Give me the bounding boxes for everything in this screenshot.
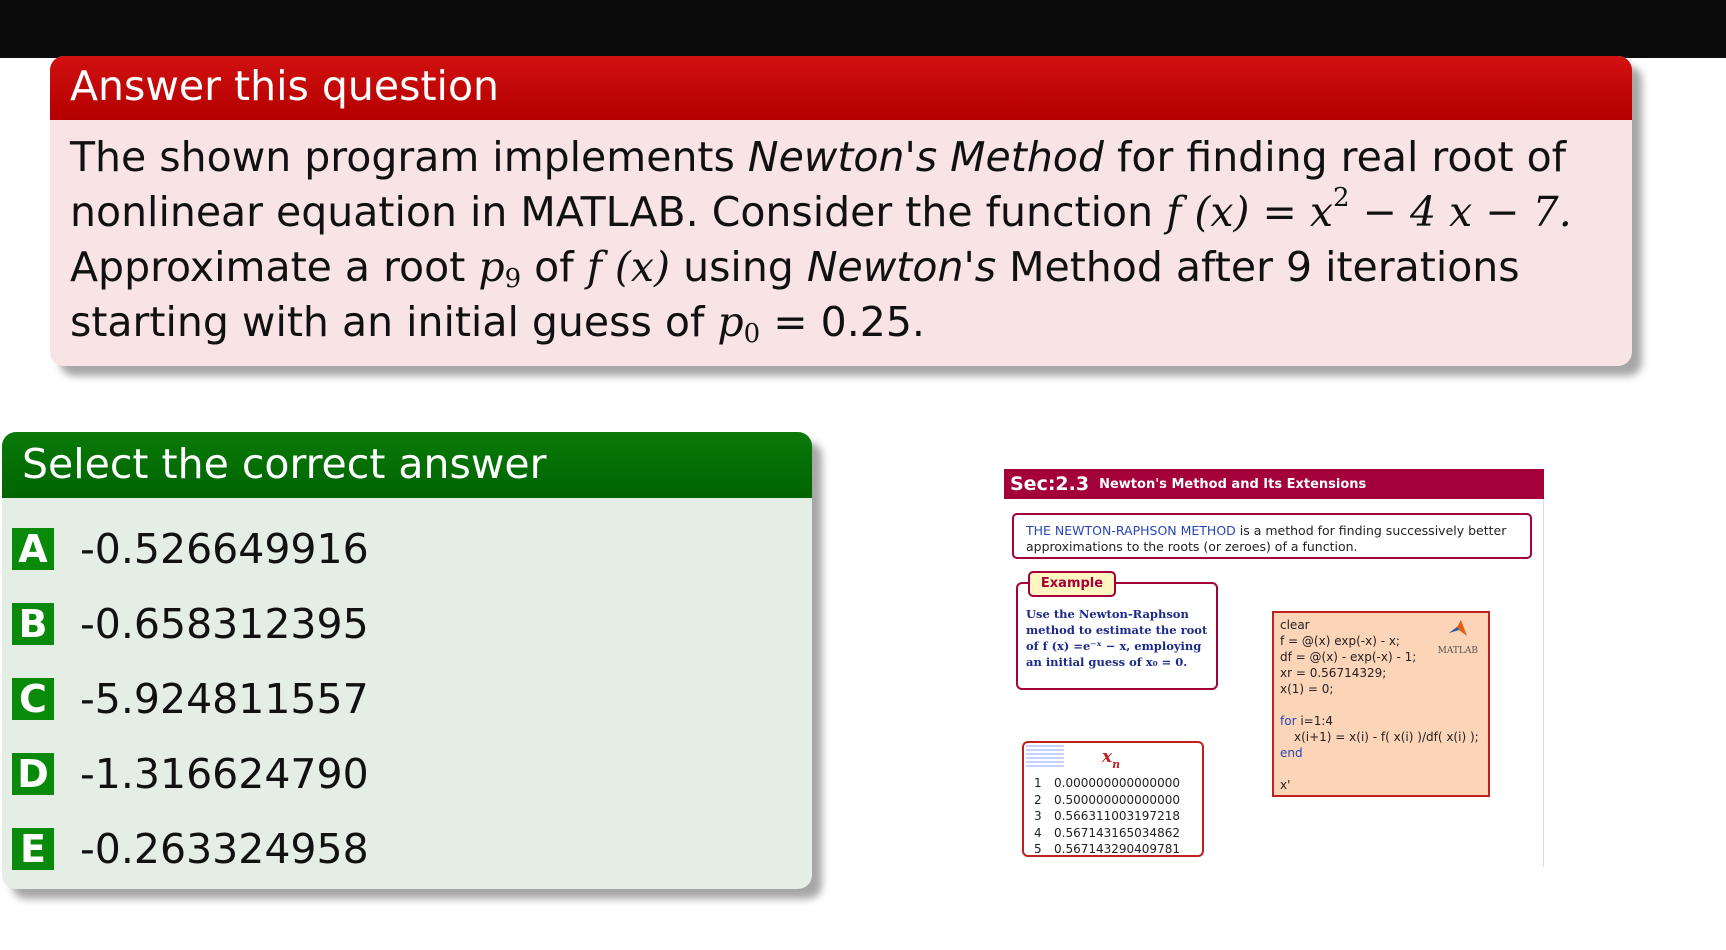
function-expr: f (x) = x (1166, 188, 1334, 236)
row-value: 0.567143290409781 (1054, 842, 1180, 856)
code-line: clear (1280, 618, 1310, 632)
question-block (50, 56, 1632, 366)
option-value: -0.526649916 (80, 525, 369, 573)
row-value: 0.500000000000000 (1054, 792, 1180, 807)
code-line: x(i+1) = x(i) - f( x(i) )/df( x(i) ); (1294, 730, 1479, 744)
matlab-logo-icon (1447, 619, 1469, 637)
question-line-3 (70, 240, 1612, 295)
text: of (521, 243, 587, 291)
option-a[interactable] (12, 524, 369, 574)
code-line: f = @(x) exp(-x) - x; (1280, 634, 1400, 648)
text: The shown program implements (70, 133, 748, 181)
matlab-label: MATLAB (1437, 646, 1478, 656)
definition-box (1012, 513, 1532, 559)
header-x: x (1102, 747, 1113, 767)
row-index: 2 (1034, 792, 1042, 807)
method-name: Newton's (806, 243, 997, 291)
table-row (1034, 792, 1180, 809)
p-symbol: p (478, 243, 505, 291)
p-symbol: p (717, 298, 744, 346)
code-line: end (1280, 746, 1303, 760)
method-name: Newton's Method (747, 133, 1104, 181)
text: using (670, 243, 807, 291)
option-letter: A (12, 528, 54, 570)
code-line: x' (1280, 778, 1291, 792)
question-title: Answer this question (50, 56, 1632, 120)
matlab-logo (1438, 619, 1478, 659)
option-d[interactable] (12, 749, 369, 799)
table-row (1034, 808, 1180, 825)
section-number: Sec:2.3 (1010, 473, 1090, 495)
table-header (1102, 747, 1121, 771)
section-title: Newton's Method and Its Extensions (1099, 476, 1367, 492)
divider (1543, 499, 1544, 867)
row-value: 0.567143165034862 (1054, 825, 1180, 840)
text: starting with an initial guess of (70, 298, 718, 346)
option-letter: E (12, 828, 54, 870)
text: = 0.25. (760, 298, 925, 346)
text: Method after 9 iterations (996, 243, 1520, 291)
slide-header (1004, 469, 1544, 499)
option-e[interactable] (12, 824, 369, 874)
row-value: 0.566311003197218 (1054, 809, 1180, 823)
row-value: 0.000000000000000 (1054, 776, 1180, 790)
definition-text: is a method for finding successively better approximations to the roots (or zeroes) of a function. (1026, 523, 1507, 554)
question-line-2 (70, 185, 1612, 240)
p-subscript: 9 (504, 264, 522, 294)
code-line: x(1) = 0; (1280, 682, 1334, 696)
answer-title: Select the correct answer (2, 432, 812, 498)
option-letter: B (12, 603, 54, 645)
row-index: 3 (1034, 809, 1042, 823)
option-value: -0.658312395 (80, 600, 369, 648)
function-expr-rest: − 4 x − 7. (1349, 188, 1572, 236)
answer-block (2, 432, 812, 889)
row-index: 1 (1034, 776, 1042, 790)
option-value: -0.263324958 (80, 825, 369, 873)
option-c[interactable] (12, 674, 369, 724)
example-box (1016, 582, 1218, 690)
function-ref: f (x) (586, 243, 671, 291)
example-tag: Example (1028, 571, 1116, 597)
top-bar (0, 0, 1726, 58)
definition-highlight: THE NEWTON-RAPHSON METHOD (1026, 523, 1236, 538)
option-letter: C (12, 678, 54, 720)
code-line: df = @(x) - exp(-x) - 1; (1280, 650, 1417, 664)
example-text: Use the Newton-Raphson method to estimate the root of f (x) =e⁻ˣ − x, employing an initial guess of x₀ = 0. (1026, 607, 1208, 669)
option-value: -1.316624790 (80, 750, 369, 798)
row-index: 5 (1034, 842, 1042, 856)
question-line-1 (70, 130, 1612, 185)
code-line: xr = 0.56714329; (1280, 666, 1387, 680)
table-row (1034, 825, 1180, 842)
option-letter: D (12, 753, 54, 795)
iteration-table (1022, 741, 1204, 857)
mini-thumbnail (1026, 745, 1064, 767)
option-value: -5.924811557 (80, 675, 369, 723)
table-row (1034, 841, 1180, 858)
text: Approximate a root (70, 243, 479, 291)
table-row (1034, 775, 1180, 792)
matlab-code-box (1272, 611, 1490, 797)
table-rows (1034, 775, 1180, 858)
code-text: i=1:4 (1296, 714, 1334, 728)
question-text (50, 120, 1632, 350)
exponent: 2 (1333, 183, 1350, 213)
text: for finding real root of (1103, 133, 1567, 181)
question-line-4 (70, 295, 1612, 350)
keyword: for (1280, 714, 1297, 728)
row-index: 4 (1034, 825, 1042, 840)
slide-thumbnail (1002, 467, 1546, 867)
header-sub: n (1112, 758, 1121, 771)
option-b[interactable] (12, 599, 369, 649)
text: nonlinear equation in MATLAB. Consider the function (70, 188, 1167, 236)
p-subscript: 0 (743, 319, 761, 349)
code-line (1280, 713, 1482, 729)
